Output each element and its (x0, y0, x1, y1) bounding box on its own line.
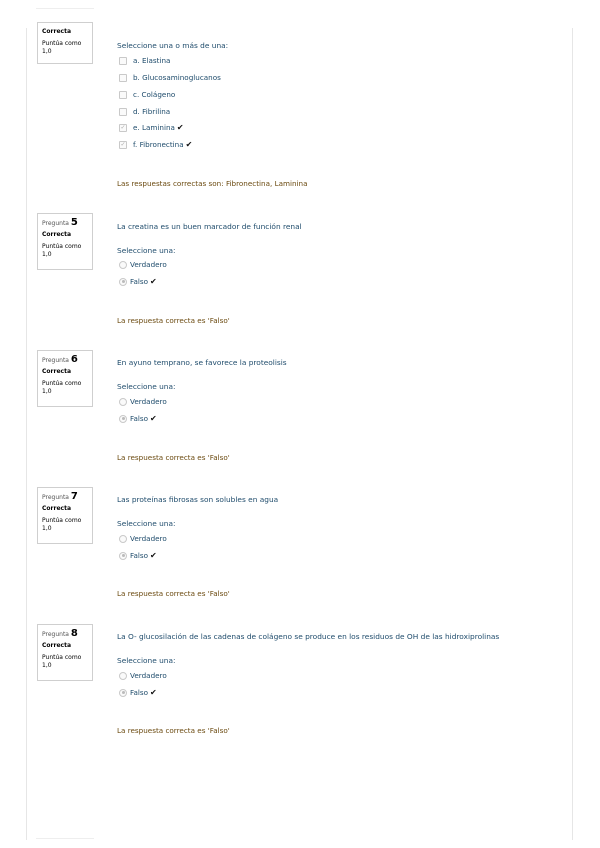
option-label: Falso (130, 414, 149, 423)
question-state: Correcta (42, 505, 71, 512)
question-text: En ayuno temprano, se favorece la proteolisis (117, 358, 287, 367)
question-number: Pregunta 5 (42, 217, 78, 228)
correct-answer-feedback: La respuesta correcta es 'Falso' (117, 589, 230, 598)
option-verdadero[interactable] (119, 534, 167, 543)
option-c[interactable] (119, 90, 175, 99)
correct-answer-feedback: La respuesta correcta es 'Falso' (117, 453, 230, 462)
question-grade (42, 40, 88, 56)
bottom-divider (36, 838, 94, 839)
question-info-6 (37, 350, 93, 407)
radio-button-selected[interactable] (119, 278, 127, 286)
question-grade: Puntúa como 1,0 (42, 517, 82, 532)
grade-label: Puntúa como (42, 40, 82, 47)
option-falso[interactable] (119, 277, 157, 286)
question-prompt: Seleccione una: (117, 519, 176, 528)
correct-answer-feedback: La respuesta correcta es 'Falso' (117, 316, 230, 325)
top-divider (36, 8, 94, 9)
radio-button-selected[interactable] (119, 689, 127, 697)
question-prompt: Seleccione una: (117, 246, 176, 255)
question-info-8 (37, 624, 93, 681)
checkbox[interactable] (119, 57, 127, 65)
question-state: Correcta (42, 642, 71, 649)
correct-answer-feedback: Las respuestas correctas son: Fibronectina, Laminina (117, 179, 308, 188)
question-number: Pregunta 6 (42, 354, 78, 365)
option-label: b. Glucosaminoglucanos (133, 73, 221, 82)
checkbox-checked[interactable]: ✓ (120, 140, 126, 148)
correct-answer-feedback: La respuesta correcta es 'Falso' (117, 726, 230, 735)
option-label: Verdadero (130, 260, 167, 269)
question-grade: Puntúa como 1,0 (42, 380, 82, 395)
question-number: Pregunta 8 (42, 628, 78, 639)
content-border-left (26, 28, 27, 840)
radio-button[interactable] (119, 672, 127, 680)
question-number: Pregunta 7 (42, 491, 78, 502)
option-label: Verdadero (130, 397, 167, 406)
checkbox[interactable] (119, 91, 127, 99)
question-state: Correcta (42, 231, 71, 238)
question-text: La creatina es un buen marcador de función renal (117, 222, 302, 231)
question-text: La O- glucosilación de las cadenas de colágeno se produce en los residuos de OH de las hidroxiprolinas (117, 632, 500, 641)
option-f[interactable] (119, 140, 192, 149)
option-d[interactable] (119, 107, 170, 116)
option-e[interactable] (119, 123, 184, 132)
option-label: Falso (130, 551, 149, 560)
option-a[interactable] (119, 56, 170, 65)
question-text: Las proteínas fibrosas son solubles en agua (117, 495, 279, 504)
radio-button-selected[interactable] (119, 415, 127, 423)
check-icon: ✔ (150, 551, 157, 560)
question-prompt: Seleccione una o más de una: (117, 41, 229, 50)
question-info-7 (37, 487, 93, 544)
check-icon: ✔ (185, 140, 193, 149)
option-falso[interactable] (119, 551, 157, 560)
checkbox[interactable] (119, 74, 127, 82)
radio-button[interactable] (119, 261, 127, 269)
grade-value: 1,0 (42, 48, 52, 55)
question-prompt: Seleccione una: (117, 382, 176, 391)
question-info-5 (37, 213, 93, 270)
option-label: Falso (130, 688, 149, 697)
option-b[interactable] (119, 73, 221, 82)
option-verdadero[interactable] (119, 397, 167, 406)
content-border-right (572, 28, 573, 840)
option-verdadero[interactable] (119, 260, 167, 269)
check-icon: ✔ (150, 688, 157, 697)
question-grade: Puntúa como 1,0 (42, 243, 82, 258)
option-label: e. Laminina (133, 123, 175, 132)
checkbox-checked[interactable]: ✓ (120, 123, 126, 131)
checkbox[interactable] (119, 108, 127, 116)
radio-button-selected[interactable] (119, 552, 127, 560)
question-info-4 (37, 22, 93, 64)
option-falso[interactable] (119, 414, 157, 423)
option-label: c. Colágeno (133, 90, 176, 99)
option-label: Verdadero (130, 671, 167, 680)
radio-button[interactable] (119, 535, 127, 543)
option-label: d. Fibrilina (133, 107, 171, 116)
question-prompt: Seleccione una: (117, 656, 176, 665)
option-label: a. Elastina (133, 56, 171, 65)
option-label: Verdadero (130, 534, 167, 543)
question-state: Correcta (42, 28, 71, 35)
question-grade: Puntúa como 1,0 (42, 654, 82, 669)
check-icon: ✔ (176, 123, 184, 132)
question-state: Correcta (42, 368, 71, 375)
option-label: Falso (130, 277, 149, 286)
radio-button[interactable] (119, 398, 127, 406)
check-icon: ✔ (150, 277, 157, 286)
option-label: f. Fibronectina (133, 140, 184, 149)
option-verdadero[interactable] (119, 671, 167, 680)
option-falso[interactable] (119, 688, 157, 697)
check-icon: ✔ (150, 414, 157, 423)
